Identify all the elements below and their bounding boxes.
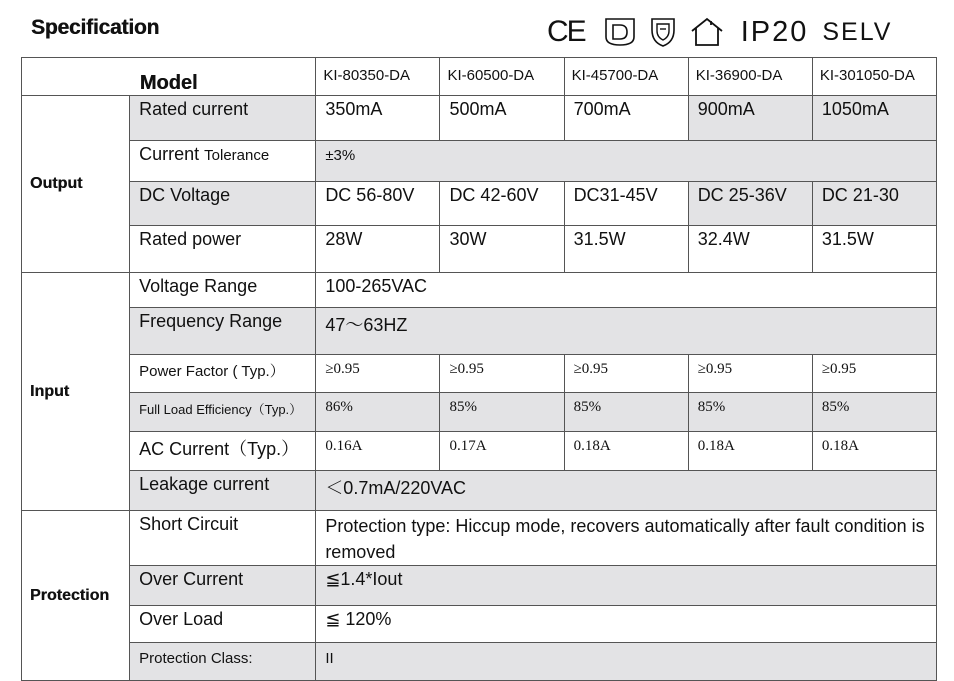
table-row	[22, 355, 937, 393]
table-cell: ≥0.95	[316, 355, 440, 393]
selv-mark: SELV	[822, 17, 893, 46]
row-label: Full Load Efficiency（Typ.）	[130, 393, 316, 432]
model-label: Model	[139, 72, 198, 94]
table-row	[22, 511, 937, 566]
table-cell: 30W	[440, 226, 564, 273]
table-cell: DC 25-36V	[688, 182, 812, 226]
row-label: Rated current	[130, 96, 316, 141]
row-label: Over Current	[130, 566, 316, 606]
table-cell: 500mA	[440, 96, 564, 141]
table-cell: 700mA	[564, 96, 688, 141]
model-cell: KI-80350-DA	[316, 58, 440, 96]
row-label: Over Load	[130, 606, 316, 643]
model-cell: KI-36900-DA	[688, 58, 812, 96]
table-cell: 0.16A	[316, 432, 440, 471]
table-cell: 0.17A	[440, 432, 564, 471]
ce-mark: CE	[547, 15, 585, 48]
table-row	[22, 432, 937, 471]
table-cell: 85%	[688, 393, 812, 432]
model-cell: KI-301050-DA	[812, 58, 936, 96]
row-label: Rated power	[130, 226, 316, 273]
table-row	[22, 182, 937, 226]
table-cell: DC 21-30	[812, 182, 936, 226]
table-cell: ±3%	[316, 141, 937, 182]
table-cell: DC31-45V	[564, 182, 688, 226]
table-cell: 32.4W	[688, 226, 812, 273]
table-cell: 0.18A	[812, 432, 936, 471]
group-protection: Protection	[22, 511, 130, 681]
group-input: Input	[22, 273, 130, 511]
table-cell: 0.18A	[688, 432, 812, 471]
row-label	[130, 141, 316, 182]
table-cell: ≦1.4*Iout	[316, 566, 937, 606]
table-cell: DC 42-60V	[440, 182, 564, 226]
table-cell: II	[316, 643, 937, 681]
table-row	[22, 96, 937, 141]
table-cell: 31.5W	[564, 226, 688, 273]
table-cell: 85%	[564, 393, 688, 432]
table-cell: DC 56-80V	[316, 182, 440, 226]
table-row	[22, 141, 937, 182]
row-label-small: Tolerance	[204, 147, 270, 164]
table-row	[22, 226, 937, 273]
row-label: Voltage Range	[130, 273, 316, 308]
row-label-main: Current	[139, 144, 205, 164]
model-cell: KI-60500-DA	[440, 58, 564, 96]
table-cell: 47～63HZ	[316, 308, 937, 355]
d-mark-icon	[603, 17, 637, 47]
table-cell: 31.5W	[812, 226, 936, 273]
table-cell: 86%	[316, 393, 440, 432]
table-row	[22, 643, 937, 681]
house-icon	[689, 16, 725, 48]
table-row	[22, 308, 937, 355]
table-cell: ≥0.95	[440, 355, 564, 393]
row-label: Short Circuit	[130, 511, 316, 566]
table-row	[22, 393, 937, 432]
certification-marks	[547, 14, 892, 50]
table-cell: 28W	[316, 226, 440, 273]
table-cell: ≥0.95	[688, 355, 812, 393]
ip-rating: IP20	[740, 15, 809, 48]
table-cell: ≥0.95	[812, 355, 936, 393]
row-label: DC Voltage	[130, 182, 316, 226]
table-cell: 1050mA	[812, 96, 936, 141]
table-row	[22, 273, 937, 308]
table-cell: Protection type: Hiccup mode, recovers automatically after fault condition is removed	[316, 511, 937, 566]
table-cell: ＜0.7mA/220VAC	[316, 471, 937, 511]
row-label: AC Current（Typ.）	[130, 432, 316, 471]
row-label: Leakage current	[130, 471, 316, 511]
table-cell: 85%	[440, 393, 564, 432]
shield-mark-icon	[649, 16, 677, 48]
table-row	[22, 606, 937, 643]
group-output: Output	[22, 96, 130, 273]
model-header	[22, 58, 316, 96]
table-header-row	[22, 58, 937, 96]
table-row	[22, 566, 937, 606]
row-label: Frequency Range	[130, 308, 316, 355]
table-cell: ≥0.95	[564, 355, 688, 393]
table-cell: 900mA	[688, 96, 812, 141]
table-cell: 0.18A	[564, 432, 688, 471]
row-label: Power Factor ( Typ.）	[130, 355, 316, 393]
specification-table	[21, 57, 937, 681]
table-cell: 85%	[812, 393, 936, 432]
row-label: Protection Class:	[130, 643, 316, 681]
model-cell: KI-45700-DA	[564, 58, 688, 96]
table-cell: 100-265VAC	[316, 273, 937, 308]
table-row	[22, 471, 937, 511]
table-cell: 350mA	[316, 96, 440, 141]
table-cell: ≦ 120%	[316, 606, 937, 643]
page-title: Specification	[31, 16, 160, 39]
